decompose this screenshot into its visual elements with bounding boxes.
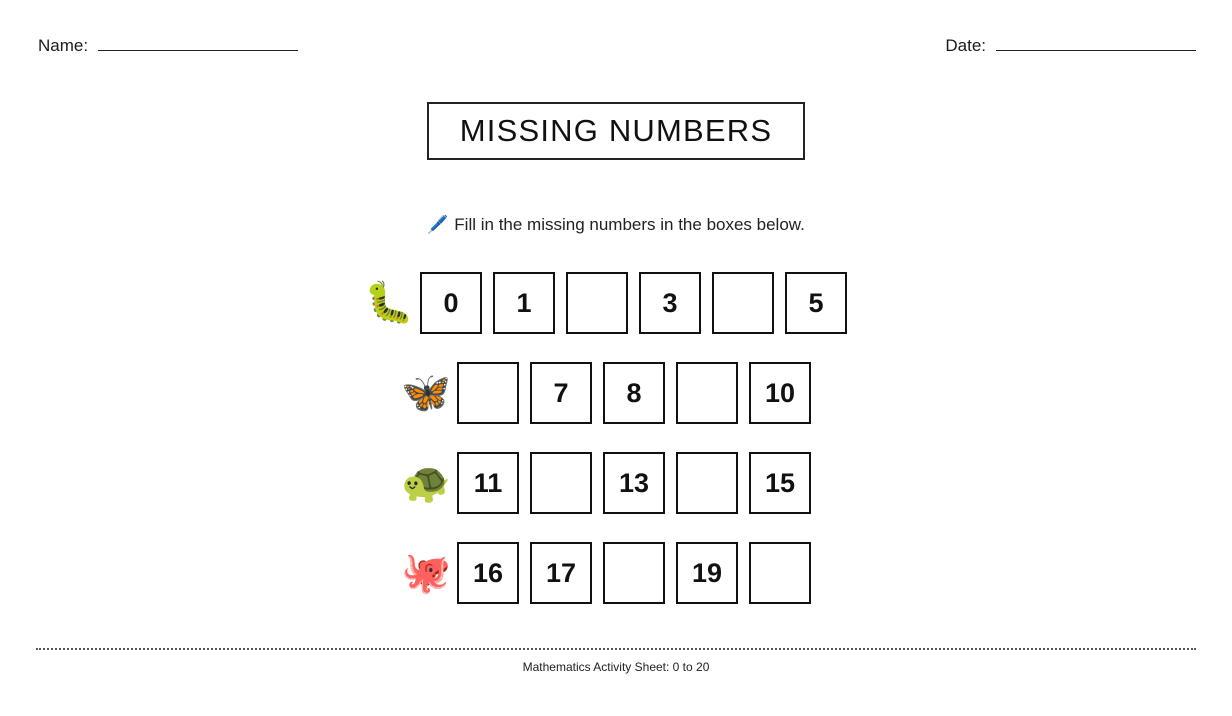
worksheet-title-box [427,102,805,160]
number-box[interactable]: 3 [639,272,701,334]
number-rows [0,262,1232,622]
number-box-group [457,542,811,604]
number-row [0,352,1232,434]
butterfly-icon: 🦋 [401,371,451,415]
date-label: Date: [945,36,986,55]
name-input-line[interactable] [98,36,298,51]
turtle-icon: 🐢 [401,461,451,505]
number-box[interactable]: 10 [749,362,811,424]
instruction-text: Fill in the missing numbers in the boxes below. [454,215,805,234]
page-title: MISSING NUMBERS [459,113,773,148]
number-box[interactable] [749,542,811,604]
number-box[interactable]: 1 [493,272,555,334]
number-box-group [457,362,811,424]
number-box[interactable]: 19 [676,542,738,604]
number-row [0,532,1232,614]
number-box-group [420,272,847,334]
number-box[interactable]: 13 [603,452,665,514]
name-field-group [38,36,298,56]
number-box[interactable] [676,362,738,424]
name-label: Name: [38,36,89,55]
octopus-icon: 🐙 [401,551,451,595]
number-box[interactable]: 0 [420,272,482,334]
date-field-group [945,36,1196,56]
number-box[interactable]: 16 [457,542,519,604]
number-box[interactable]: 11 [457,452,519,514]
number-box-group [457,452,811,514]
number-box[interactable] [676,452,738,514]
number-box[interactable] [712,272,774,334]
number-box[interactable]: 5 [785,272,847,334]
number-box[interactable] [603,542,665,604]
instruction-line [0,215,1232,235]
number-box[interactable]: 7 [530,362,592,424]
number-row [0,262,1232,344]
worksheet-header [0,36,1232,66]
caterpillar-icon: 🐛 [364,281,414,325]
number-box[interactable]: 15 [749,452,811,514]
footer-divider [36,648,1196,650]
number-box[interactable]: 17 [530,542,592,604]
number-box[interactable] [530,452,592,514]
footer-text: Mathematics Activity Sheet: 0 to 20 [522,660,710,674]
pencil-icon: 🖊️ [427,215,449,234]
number-box[interactable] [566,272,628,334]
number-box[interactable] [457,362,519,424]
number-row [0,442,1232,524]
number-box[interactable]: 8 [603,362,665,424]
date-input-line[interactable] [996,36,1196,51]
